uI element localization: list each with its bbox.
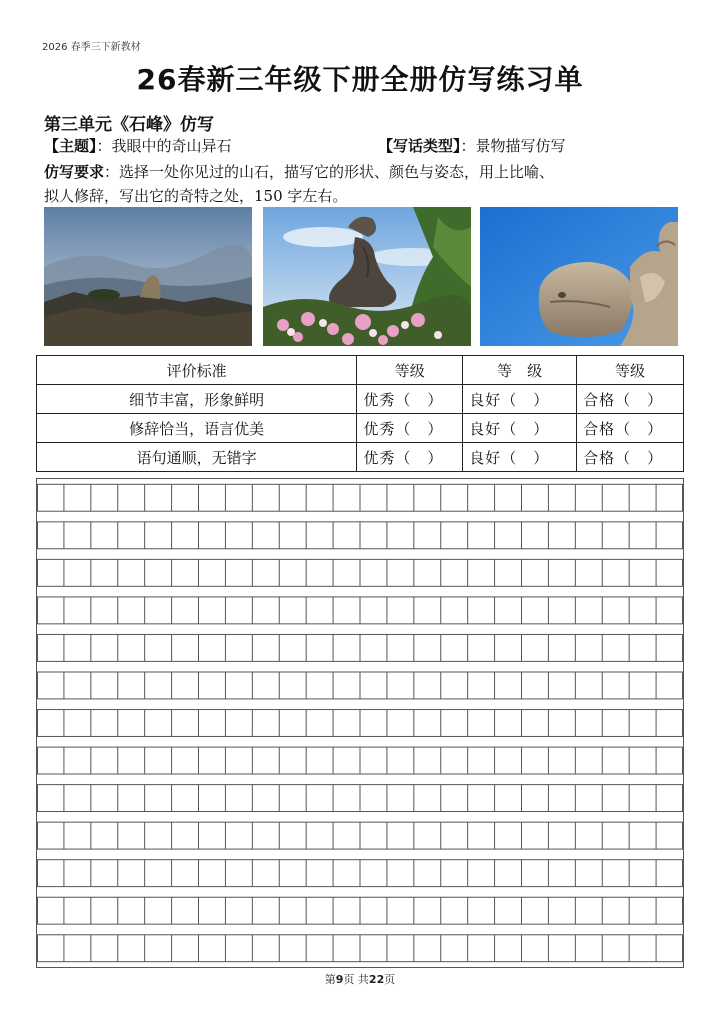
mountain-ridge-photo	[44, 207, 252, 346]
criteria-header: 评价标准	[37, 356, 357, 385]
evaluation-table	[36, 355, 684, 472]
level-pass-cell[interactable]: 合格（ ）	[577, 443, 684, 472]
level-excellent-cell[interactable]: 优秀（ ）	[357, 443, 463, 472]
level-header-3: 等级	[577, 356, 684, 385]
writing-type-label: 【写话类型】	[378, 137, 461, 155]
boulder-blue-sky-photo	[480, 207, 678, 346]
level-excellent-cell[interactable]: 优秀（ ）	[357, 414, 463, 443]
writing-grid[interactable]	[36, 478, 684, 968]
requirement-line-1	[44, 161, 554, 182]
footer-middle: 页 共	[343, 973, 369, 986]
requirement-text-1: ：选择一处你见过的山石，描写它的形状、颜色与姿态，用上比喻、	[104, 163, 555, 181]
level-header-2: 等 级	[463, 356, 577, 385]
stone-peak-photo	[263, 207, 471, 346]
page-footer	[0, 971, 720, 987]
writing-type-text: 景物描写仿写	[475, 137, 566, 155]
level-pass-cell[interactable]: 合格（ ）	[577, 385, 684, 414]
page-title: 26春新三年级下册全册仿写练习单	[136, 63, 584, 96]
footer-page-number: 9	[335, 973, 344, 986]
writing-type-line	[378, 135, 566, 156]
topic-label: 【主题】	[44, 137, 97, 155]
topic-line	[44, 135, 232, 156]
evaluation-row	[37, 385, 684, 414]
level-good-cell[interactable]: 良好（ ）	[463, 414, 577, 443]
writing-grid-lines	[37, 479, 683, 967]
header-tag: 2026 春季三下新教材	[42, 42, 141, 53]
criterion-cell: 修辞恰当，语言优美	[37, 414, 357, 443]
level-good-cell[interactable]: 良好（ ）	[463, 443, 577, 472]
unit-title: 第三单元《石峰》仿写	[44, 115, 214, 135]
level-pass-cell[interactable]: 合格（ ）	[577, 414, 684, 443]
footer-total-pages: 22	[368, 973, 385, 986]
requirement-label: 仿写要求	[44, 163, 105, 181]
topic-sep: ：	[96, 137, 112, 155]
topic-text: 我眼中的奇山异石	[111, 137, 232, 155]
level-header-1: 等级	[357, 356, 463, 385]
requirement-line-2: 拟人修辞，写出它的奇特之处，150 字左右。	[44, 187, 348, 205]
footer-suffix: 页	[384, 973, 396, 986]
level-excellent-cell[interactable]: 优秀（ ）	[357, 385, 463, 414]
evaluation-row	[37, 414, 684, 443]
criterion-cell: 细节丰富，形象鲜明	[37, 385, 357, 414]
writing-type-sep: ：	[460, 137, 476, 155]
evaluation-header-row	[37, 356, 684, 385]
footer-prefix: 第	[324, 973, 336, 986]
criterion-cell: 语句通顺，无错字	[37, 443, 357, 472]
evaluation-row	[37, 443, 684, 472]
level-good-cell[interactable]: 良好（ ）	[463, 385, 577, 414]
